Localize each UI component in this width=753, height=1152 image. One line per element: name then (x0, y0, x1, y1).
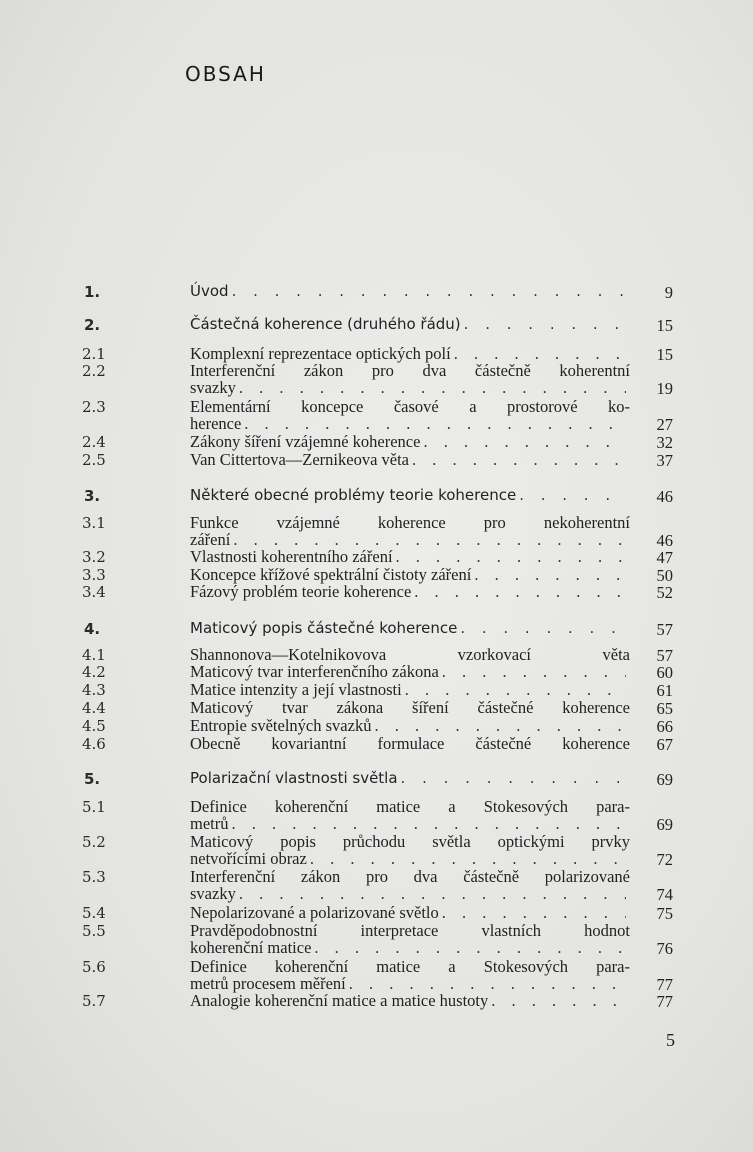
entry-number: 3. (84, 487, 101, 505)
entry-title: Interferenční zákon pro dva částečně polarizované svazky . . . (190, 868, 630, 902)
entry-title: Definice koherenční matice a Stokesových para- metrů procesem měření . . . (190, 958, 630, 992)
entry-title: Maticový tvar zákona šíření částečné koherence (190, 698, 630, 717)
entry-number: 4.1 (82, 646, 106, 664)
entry-page: 65 (656, 699, 673, 718)
entry-title: Elementární koncepce časové a prostorové ko- herence . . . (190, 398, 630, 432)
entry-title: Funkce vzájemné koherence pro nekoherentní záření . . . (190, 514, 630, 548)
entry-number: 4.3 (82, 681, 106, 699)
entry-number: 3.3 (82, 566, 106, 584)
entry-number: 5.2 (82, 833, 106, 851)
entry-page: 77 (656, 992, 673, 1011)
entry-title: Maticový popis průchodu světla optickými prvky netvořícími obraz . . . (190, 833, 630, 867)
page-title: OBSAH (185, 62, 266, 86)
entry-number: 5. (84, 770, 101, 788)
entry-page: 15 (656, 316, 673, 335)
entry-number: 4.4 (82, 699, 106, 717)
entry-number: 3.1 (82, 514, 106, 532)
entry-title: Maticový popis částečné koherence . . . (190, 620, 630, 637)
entry-page: 32 (656, 433, 673, 452)
entry-title: Maticový tvar interferenčního zákona . . . (190, 663, 630, 680)
entry-page: 52 (656, 583, 673, 602)
entry-page: 27 (656, 415, 673, 434)
entry-page: 69 (656, 770, 673, 789)
entry-page: 15 (656, 345, 673, 364)
entry-title: Komplexní reprezentace optických polí . . . (190, 345, 630, 362)
entry-page: 77 (656, 975, 673, 994)
entry-number: 4.5 (82, 717, 106, 735)
entry-page: 69 (656, 815, 673, 834)
entry-page: 67 (656, 735, 673, 754)
entry-title: Polarizační vlastnosti světla . . . (190, 770, 630, 787)
entry-page: 72 (656, 850, 673, 869)
entry-title: Fázový problém teorie koherence . . . (190, 583, 630, 600)
entry-page: 9 (664, 283, 673, 302)
entry-number: 2. (84, 316, 101, 334)
entry-page: 46 (656, 531, 673, 550)
entry-title: Van Cittertova—Zernikeova věta . . . (190, 451, 630, 468)
entry-page: 74 (656, 885, 673, 904)
entry-page: 75 (656, 904, 673, 923)
entry-title: Definice koherenční matice a Stokesových para- metrů . . . (190, 798, 630, 832)
entry-number: 2.3 (82, 398, 106, 416)
entry-page: 66 (656, 717, 673, 736)
entry-title: Nepolarizované a polarizované světlo . . . (190, 904, 630, 921)
entry-number: 5.7 (82, 992, 106, 1010)
entry-number: 3.4 (82, 583, 106, 601)
entry-title: Některé obecné problémy teorie koherence . . . (190, 487, 630, 504)
entry-title: Analogie koherenční matice a matice hustoty . . . (190, 992, 630, 1009)
entry-number: 2.4 (82, 433, 106, 451)
entry-number: 1. (84, 283, 101, 301)
entry-number: 3.2 (82, 548, 106, 566)
entry-number: 4.6 (82, 735, 106, 753)
entry-page: 50 (656, 566, 673, 585)
entry-number: 4. (84, 620, 101, 638)
entry-number: 5.4 (82, 904, 106, 922)
entry-page: 61 (656, 681, 673, 700)
entry-title: Úvod . . . (190, 283, 630, 300)
entry-page: 37 (656, 451, 673, 470)
entry-title: Matice intenzity a její vlastnosti . . . (190, 681, 630, 698)
entry-page: 57 (656, 620, 673, 639)
entry-number: 5.3 (82, 868, 106, 886)
entry-page: 57 (656, 646, 673, 665)
entry-page: 46 (656, 487, 673, 506)
page-number: 5 (666, 1030, 675, 1050)
entry-title: Entropie světelných svazků . . . (190, 717, 630, 734)
entry-number: 5.1 (82, 798, 106, 816)
entry-number: 5.5 (82, 922, 106, 940)
entry-title: Částečná koherence (druhého řádu) . . . (190, 316, 630, 333)
entry-number: 2.2 (82, 362, 106, 380)
entry-title: Koncepce křížové spektrální čistoty záření . . . (190, 566, 630, 583)
entry-title: Shannonova—Kotelnikovova vzorkovací věta (190, 645, 630, 664)
entry-number: 5.6 (82, 958, 106, 976)
entry-title: Obecně kovariantní formulace částečné koherence (190, 734, 630, 753)
entry-title: Interferenční zákon pro dva částečně koherentní svazky . . . (190, 362, 630, 396)
entry-page: 76 (656, 939, 673, 958)
entry-page: 47 (656, 548, 673, 567)
entry-page: 60 (656, 663, 673, 682)
entry-title: Pravděpodobnostní interpretace vlastních hodnot koherenční matice . . . (190, 922, 630, 956)
entry-number: 2.5 (82, 451, 106, 469)
entry-title: Zákony šíření vzájemné koherence . . . (190, 433, 630, 450)
entry-number: 4.2 (82, 663, 106, 681)
entry-number: 2.1 (82, 345, 106, 363)
entry-title: Vlastnosti koherentního záření . . . (190, 548, 630, 565)
entry-page: 19 (656, 379, 673, 398)
